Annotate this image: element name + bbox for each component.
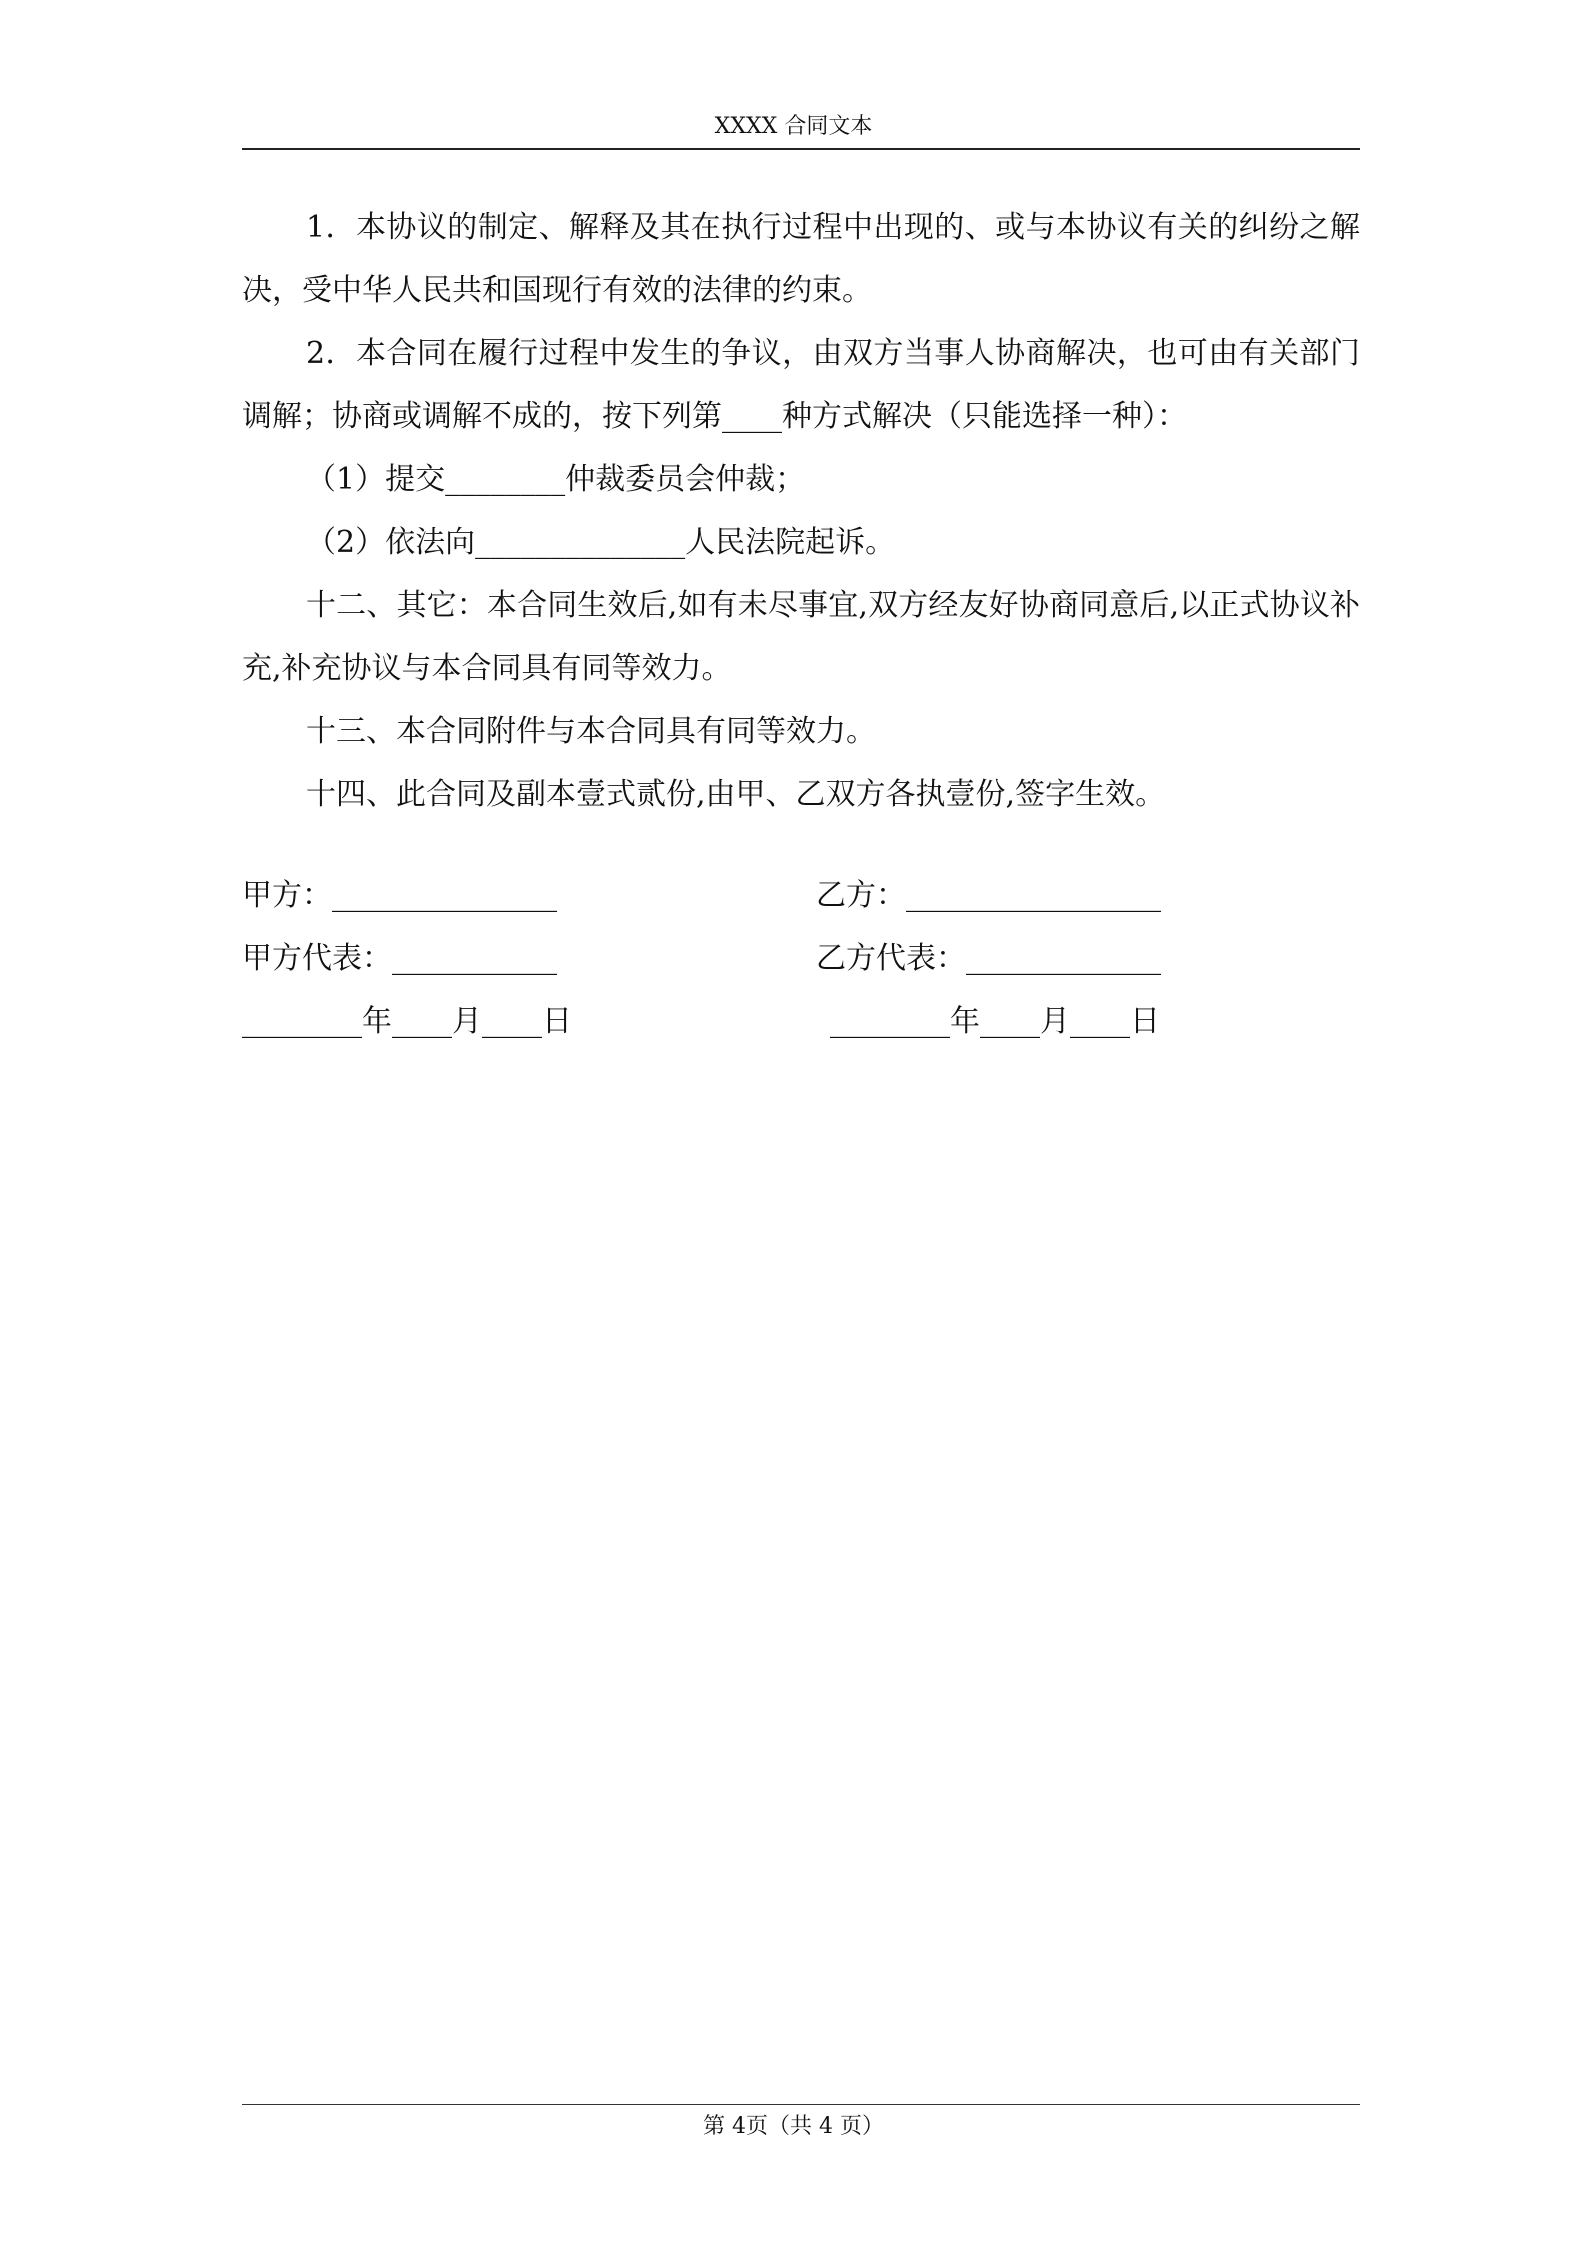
header-divider — [242, 148, 1360, 150]
footer-divider — [242, 2104, 1360, 2105]
clause-option: （1）提交________仲裁委员会仲裁； — [306, 462, 806, 497]
contract-body — [242, 196, 1360, 826]
party-b-date-line: ________年____月____日 — [830, 1004, 1160, 1039]
party-b-representative-line: 乙方代表：_____________ — [816, 941, 1161, 976]
clause-option: （2）依法向______________人民法院起诉。 — [306, 525, 896, 560]
page-header-title: XXXX 合同文本 — [714, 114, 873, 139]
page-number: 第 4页（共 4 页） — [703, 2114, 884, 2139]
clause-paragraph: 十四、此合同及副本壹式贰份,由甲、乙双方各执壹份,签字生效。 — [306, 777, 1166, 812]
party-a-date-line: ________年____月____日 — [242, 1004, 572, 1039]
clause-paragraph: 1．本协议的制定、解释及其在执行过程中出现的、或与本协议有关的纠纷之解决，受中华人民共和国现行有效的法律的约束。 — [242, 210, 1360, 308]
clause-paragraph: 2．本合同在履行过程中发生的争议，由双方当事人协商解决，也可由有关部门调解；协商或调解不成的，按下列第____种方式解决（只能选择一种）： — [242, 336, 1360, 434]
clause-paragraph: 十三、本合同附件与本合同具有同等效力。 — [306, 714, 876, 749]
clause-paragraph: 十二、其它：本合同生效后,如有未尽事宜,双方经友好协商同意后,以正式协议补充,补充协议与本合同具有同等效力。 — [242, 588, 1360, 686]
party-a-representative-line: 甲方代表：___________ — [242, 941, 557, 976]
party-a-signature-line: 甲方：_______________ — [242, 878, 557, 913]
party-b-signature-line: 乙方：_________________ — [816, 878, 1161, 913]
